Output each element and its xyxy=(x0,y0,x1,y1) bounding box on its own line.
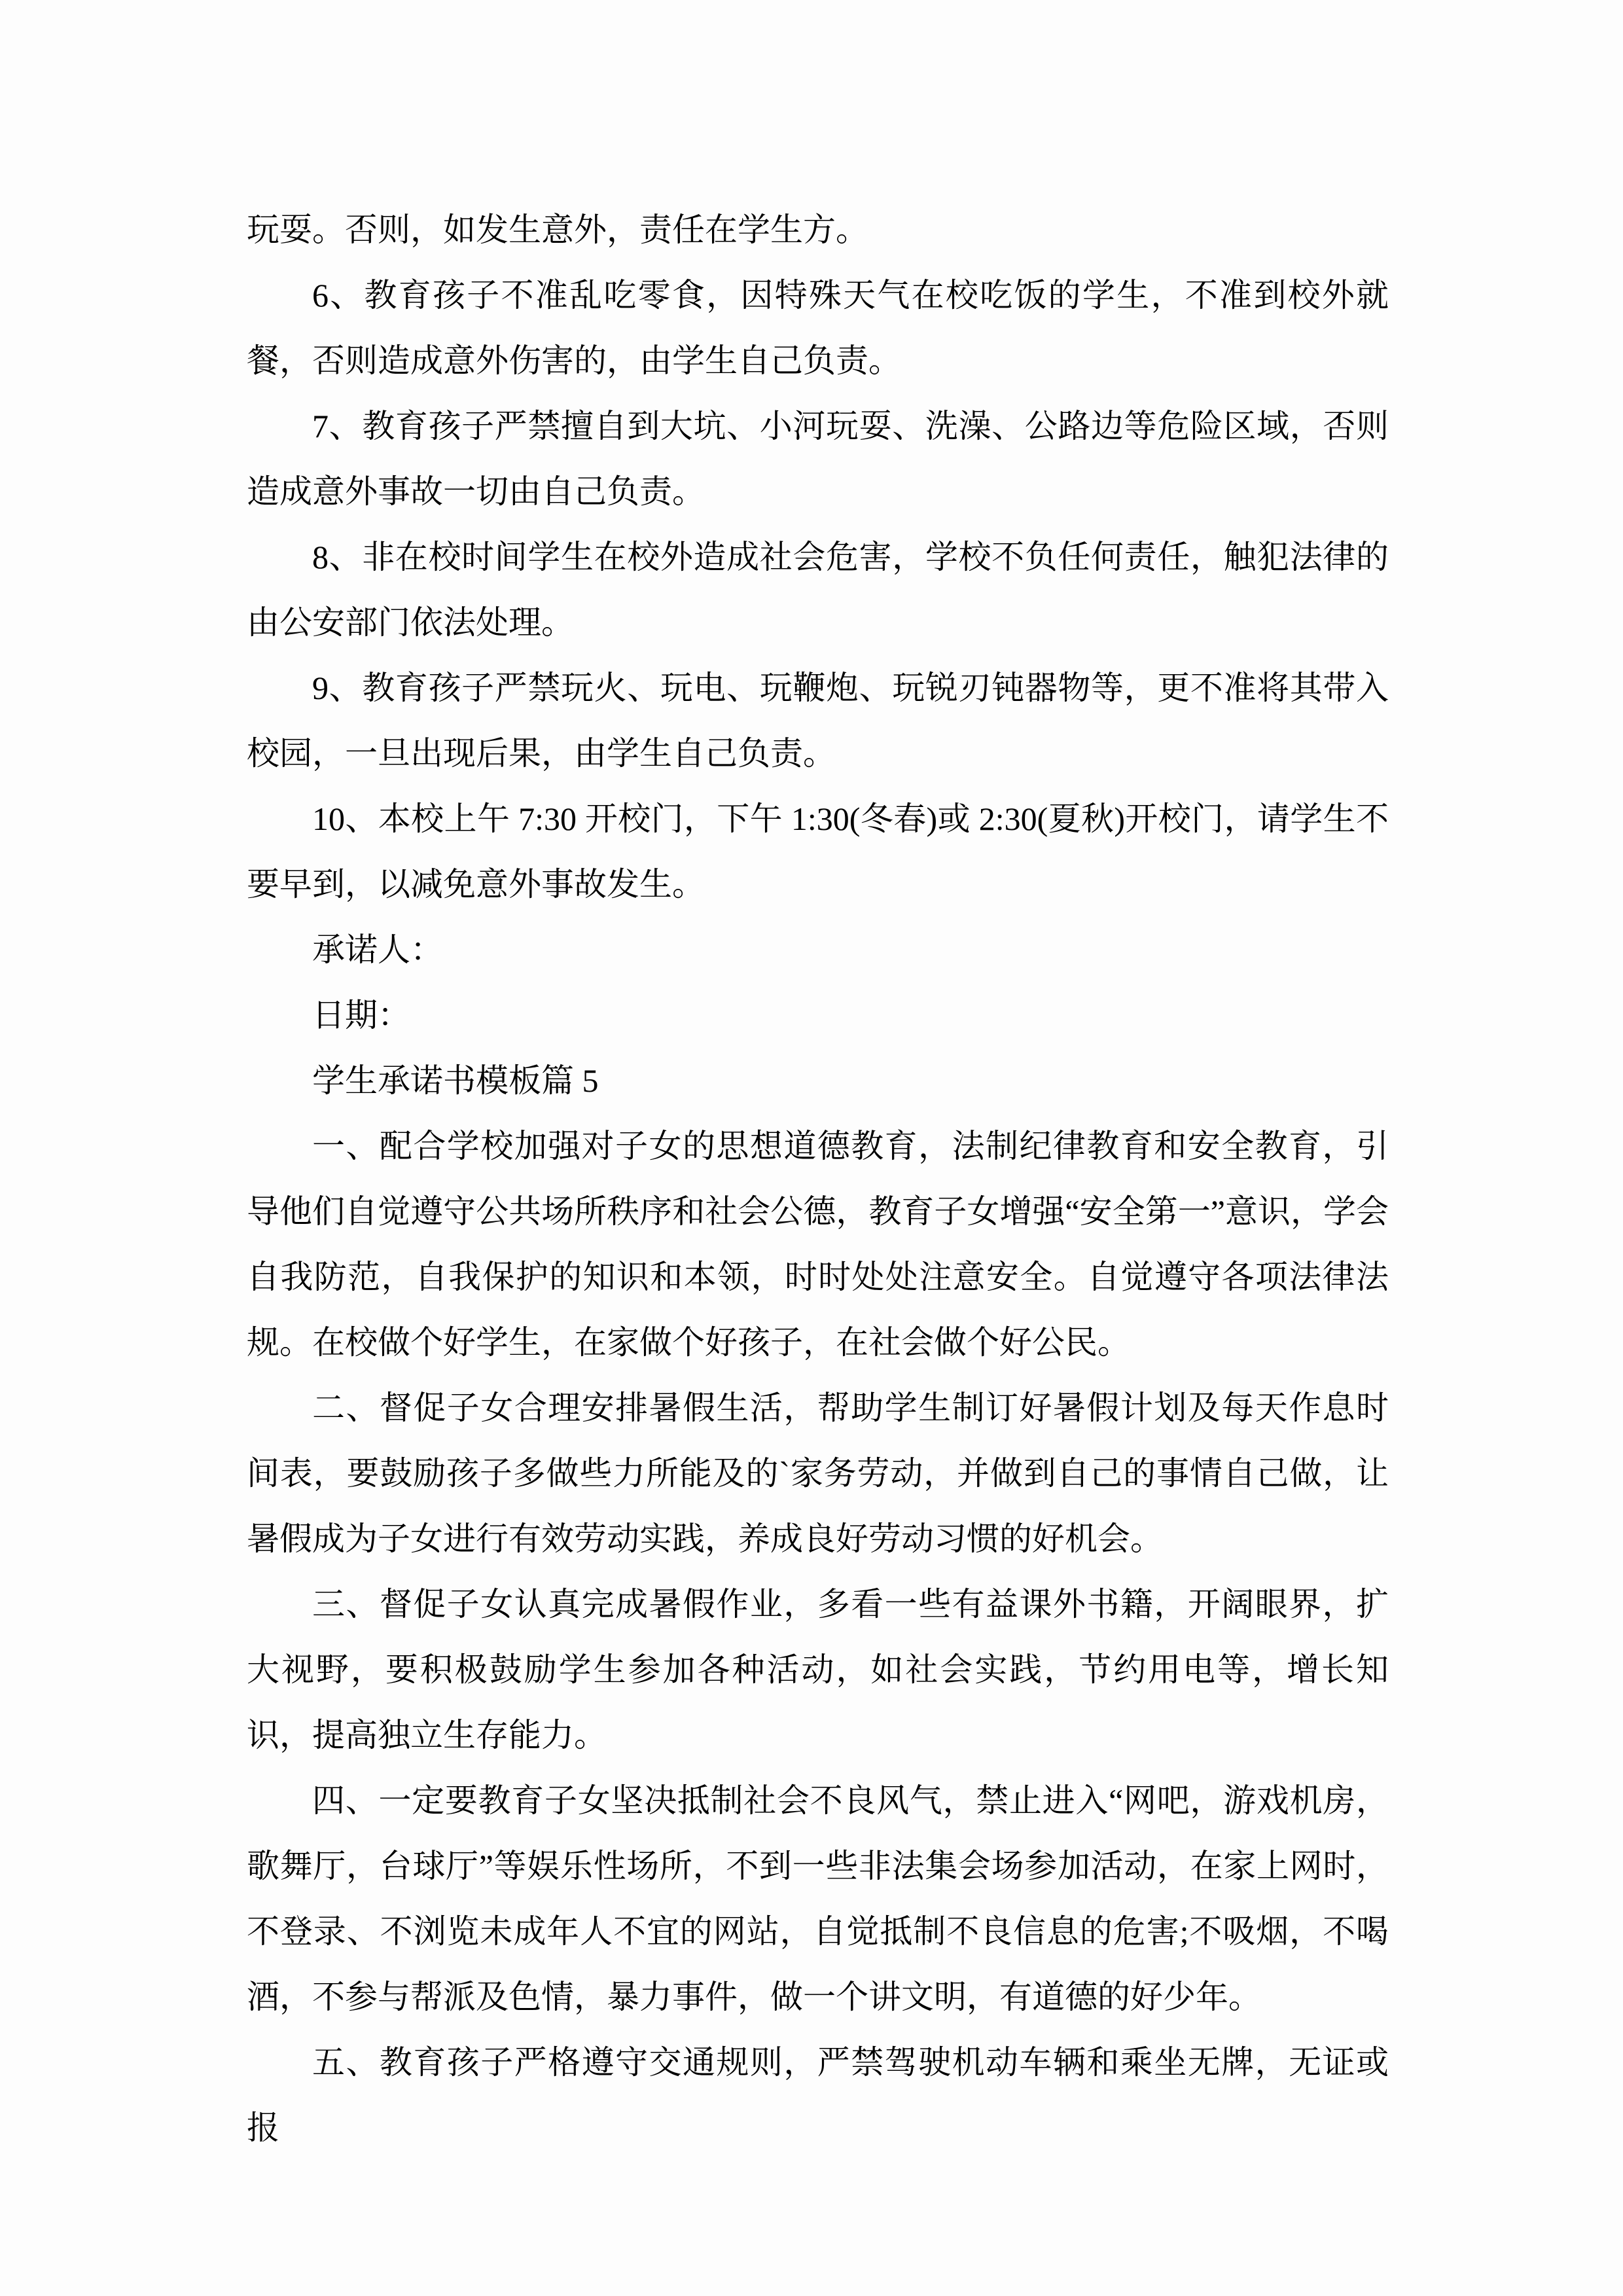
section-title-template-5: 学生承诺书模板篇 5 xyxy=(312,1062,599,1099)
signer-line: 承诺人： xyxy=(312,931,443,968)
paragraph-item-yi: 一、配合学校加强对子女的思想道德教育，法制纪律教育和安全教育，引导他们自觉遵守公共场所秩序和社会公德，教育子女增强“安全第一”意识，学会自我防范，自我保护的知识和本领，时时处处注意安全。自觉遵守各项法律法规。在校做个好学生，在家做个好孩子，在社会做个好公民。 xyxy=(247,1128,1389,1361)
paragraph-item-6: 6、教育孩子不准乱吃零食，因特殊天气在校吃饭的学生，不准到校外就餐，否则造成意外伤害的，由学生自己负责。 xyxy=(247,277,1389,379)
document-text-block xyxy=(247,197,1389,2161)
paragraph-item-er: 二、督促子女合理安排暑假生活，帮助学生制订好暑假计划及每天作息时间表，要鼓励孩子多做些力所能及的`家务劳动，并做到自己的事情自己做，让暑假成为子女进行有效劳动实践，养成良好劳动习惯的好机会。 xyxy=(247,1390,1389,1557)
date-line: 日期： xyxy=(312,997,410,1033)
paragraph-item-8: 8、非在校时间学生在校外造成社会危害，学校不负任何责任，触犯法律的由公安部门依法处理。 xyxy=(247,539,1389,641)
paragraph-item-wu: 五、教育孩子严格遵守交通规则，严禁驾驶机动车辆和乘坐无牌，无证或报 xyxy=(247,2044,1389,2146)
paragraph-continuation: 玩耍。否则，如发生意外，责任在学生方。 xyxy=(247,211,868,248)
paragraph-item-7: 7、教育孩子严禁擅自到大坑、小河玩耍、洗澡、公路边等危险区域，否则造成意外事故一切由自己负责。 xyxy=(247,408,1389,510)
paragraph-item-10: 10、本校上午 7:30 开校门，下午 1:30(冬春)或 2:30(夏秋)开校门，请学生不要早到，以减免意外事故发生。 xyxy=(247,800,1389,903)
paragraph-item-san: 三、督促子女认真完成暑假作业，多看一些有益课外书籍，开阔眼界，扩大视野，要积极鼓励学生参加各种活动，如社会实践，节约用电等，增长知识，提高独立生存能力。 xyxy=(247,1586,1389,1753)
paragraph-item-si: 四、一定要教育子女坚决抵制社会不良风气，禁止进入“网吧，游戏机房，歌舞厅，台球厅”等娱乐性场所，不到一些非法集会场参加活动，在家上网时，不登录、不浏览未成年人不宜的网站，自觉抵制不良信息的危害;不吸烟，不喝酒，不参与帮派及色情，暴力事件，做一个讲文明，有道德的好少年。 xyxy=(247,1782,1389,2015)
paragraph-item-9: 9、教育孩子严禁玩火、玩电、玩鞭炮、玩锐刃钝器物等，更不准将其带入校园，一旦出现后果，由学生自己负责。 xyxy=(247,670,1389,772)
